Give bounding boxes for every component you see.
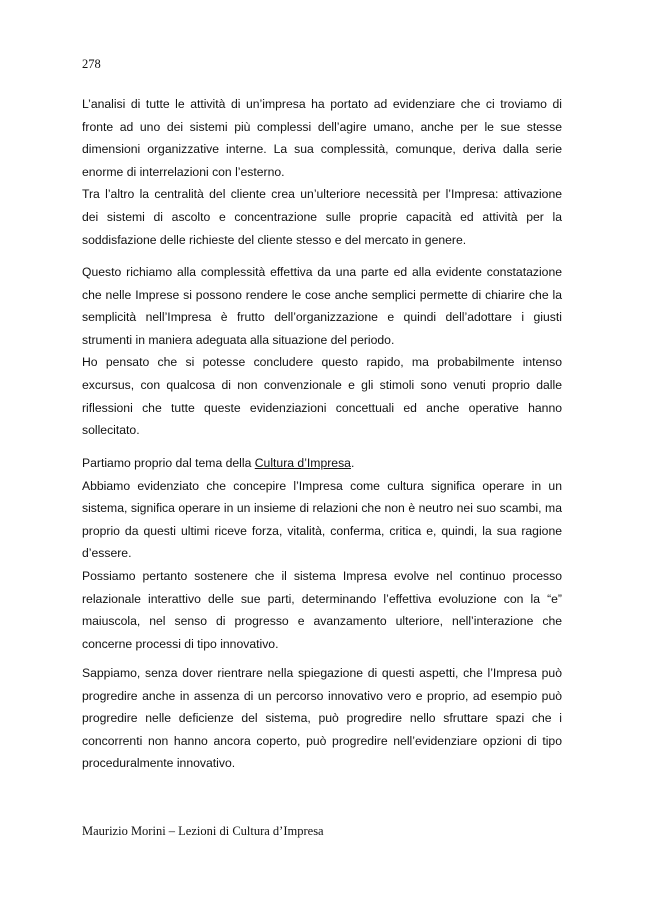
paragraph-2 bbox=[82, 261, 562, 442]
text-line: progredire anche in assenza di un percorso innovativo vero e proprio, ad esempio può bbox=[82, 688, 562, 703]
text-line: proceduralmente innovativo. bbox=[82, 756, 236, 771]
text-line: L’analisi di tutte le attività di un’impresa ha portato ad evidenziare che ci troviamo di bbox=[82, 97, 562, 111]
text-line: semplicità nell’Impresa è frutto dell’organizzazione e quindi dell’adottare i giusti bbox=[82, 310, 562, 325]
text-line: fronte ad uno dei sistemi più complessi dell’agire umano, anche per le sue stesse bbox=[82, 119, 562, 134]
text-line: progredire nelle deficienze del sistema, può progredire nello sfruttare spazi che i bbox=[82, 711, 562, 726]
text-line: Abbiamo evidenziato che concepire l’Impresa come cultura significa operare in un bbox=[82, 478, 562, 493]
text-line: Sappiamo, senza dover rientrare nella spiegazione di questi aspetti, che l’Impresa può bbox=[82, 666, 562, 680]
text-line: proprio da questi ultimi riceve forza, vitalità, conferma, critica e, quindi, la sua ragione bbox=[82, 523, 562, 538]
text-line: concerne processi di tipo innovativo. bbox=[82, 636, 279, 651]
paragraph-3 bbox=[82, 452, 562, 655]
text-line: relazionale interattivo delle sue parti, determinando l’effettiva evoluzione con la “e” bbox=[82, 591, 562, 606]
text-line: concorrenti non hanno ancora coperto, può progredire nell’evidenziare opzioni di tipo bbox=[82, 733, 562, 748]
text-line: soddisfazione delle richieste del cliente stesso e del mercato in genere. bbox=[82, 232, 467, 247]
text-line: Ho pensato che si potesse concludere questo rapido, ma probabilmente intenso bbox=[82, 355, 562, 370]
text-line: dimensioni organizzative interne. La sua complessità, comunque, deriva dalla serie bbox=[82, 142, 562, 157]
text-line: Tra l’altro la centralità del cliente crea un’ulteriore necessità per l’Impresa: attivazione bbox=[82, 187, 562, 202]
text-line: dei sistemi di ascolto e concentrazione sulle proprie capacità ed attività per la bbox=[82, 209, 562, 224]
text-line: d’essere. bbox=[82, 546, 132, 561]
text-line: excursus, con qualcosa di non convenzionale e gli stimoli sono venuti proprio dalle bbox=[82, 377, 562, 392]
paragraph-4 bbox=[82, 662, 562, 775]
text-span: . bbox=[350, 456, 355, 470]
text-line: Questo richiamo alla complessità effettiva da una parte ed alla evidente constatazione bbox=[82, 265, 562, 279]
underlined-term: Cultura d’Impresa bbox=[254, 456, 351, 470]
paragraph-1 bbox=[82, 93, 562, 251]
page-footer: Maurizio Morini – Lezioni di Cultura d’Impresa bbox=[82, 824, 324, 838]
text-line bbox=[82, 452, 562, 475]
text-line: riflessioni che tutte queste evidenziazioni concettuali ed anche operative hanno bbox=[82, 400, 562, 415]
text-line: sistema, significa operare in un insieme di relazioni che non è neutro nei suo scambi, ma bbox=[82, 501, 562, 516]
text-line: che nelle Imprese si possono rendere le cose anche semplici permette di chiarire che la bbox=[82, 287, 562, 302]
text-line: Possiamo pertanto sostenere che il sistema Impresa evolve nel continuo processo bbox=[82, 568, 562, 583]
text-line: strumenti in maniera adeguata alla situazione del periodo. bbox=[82, 332, 395, 347]
text-line: enorme di interrelazioni con l’esterno. bbox=[82, 164, 285, 179]
text-line: sollecitato. bbox=[82, 423, 140, 438]
page-number: 278 bbox=[82, 57, 101, 71]
text-line: maiuscola, nel senso di progresso e avanzamento ulteriore, nell’interazione che bbox=[82, 614, 562, 629]
text-span: Partiamo proprio dal tema della bbox=[82, 456, 255, 470]
